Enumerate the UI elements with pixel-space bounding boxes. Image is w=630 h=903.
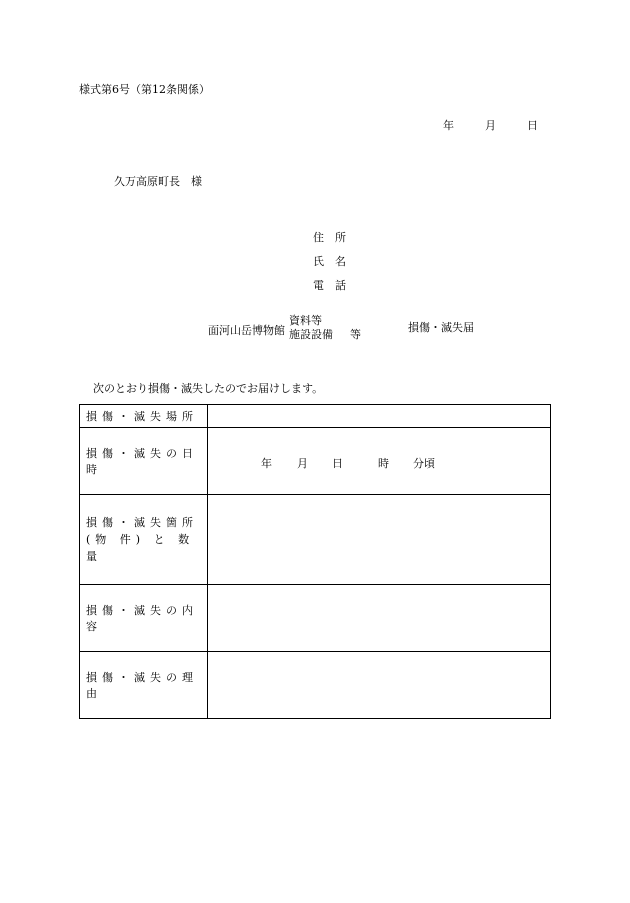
date-year: 年 [443, 119, 454, 132]
title-end: 損傷・滅失届 [408, 321, 474, 334]
row-label [80, 495, 208, 585]
datetime-field[interactable] [208, 428, 551, 495]
row-label-line1: 損傷・滅失箇所 [86, 516, 198, 529]
table-row [80, 428, 551, 495]
dt-year: 年 [261, 457, 272, 470]
details-field[interactable] [208, 585, 551, 652]
table-row [80, 585, 551, 652]
dt-month: 月 [297, 457, 308, 470]
title-stack [289, 314, 333, 342]
row-label: 損傷・滅失の日時 [80, 428, 208, 495]
table-row [80, 405, 551, 428]
submission-date [443, 120, 538, 131]
title-stack-suffix: 等 [350, 328, 361, 341]
addressee: 久万高原町長 様 [114, 175, 202, 188]
form-number: 様式第6号（第12条関係） [79, 83, 210, 96]
dt-minute: 分頃 [413, 457, 435, 470]
intro-text: 次のとおり損傷・滅失したのでお届けします。 [93, 382, 324, 395]
sender-phone-label: 電 話 [313, 279, 346, 292]
damaged-items-field[interactable] [208, 495, 551, 585]
date-day: 日 [527, 119, 538, 132]
dt-hour: 時 [378, 457, 389, 470]
row-label: 損傷・滅失場所 [80, 405, 208, 428]
reason-field[interactable] [208, 652, 551, 719]
title-stack-top: 資料等 [289, 314, 322, 327]
row-label: 損傷・滅失の内容 [80, 585, 208, 652]
report-table [79, 404, 551, 719]
table-row [80, 495, 551, 585]
row-label: 損傷・滅失の理由 [80, 652, 208, 719]
row-label-line2: (物 件) と 数 量 [86, 533, 195, 563]
location-field[interactable] [208, 405, 551, 428]
date-month: 月 [485, 119, 496, 132]
title-stack-bottom: 施設設備 [289, 328, 333, 341]
dt-day: 日 [332, 457, 343, 470]
sender-address-label: 住 所 [313, 231, 346, 244]
table-row [80, 652, 551, 719]
sender-name-label: 氏 名 [313, 255, 346, 268]
title-prefix: 面河山岳博物館 [208, 324, 285, 337]
